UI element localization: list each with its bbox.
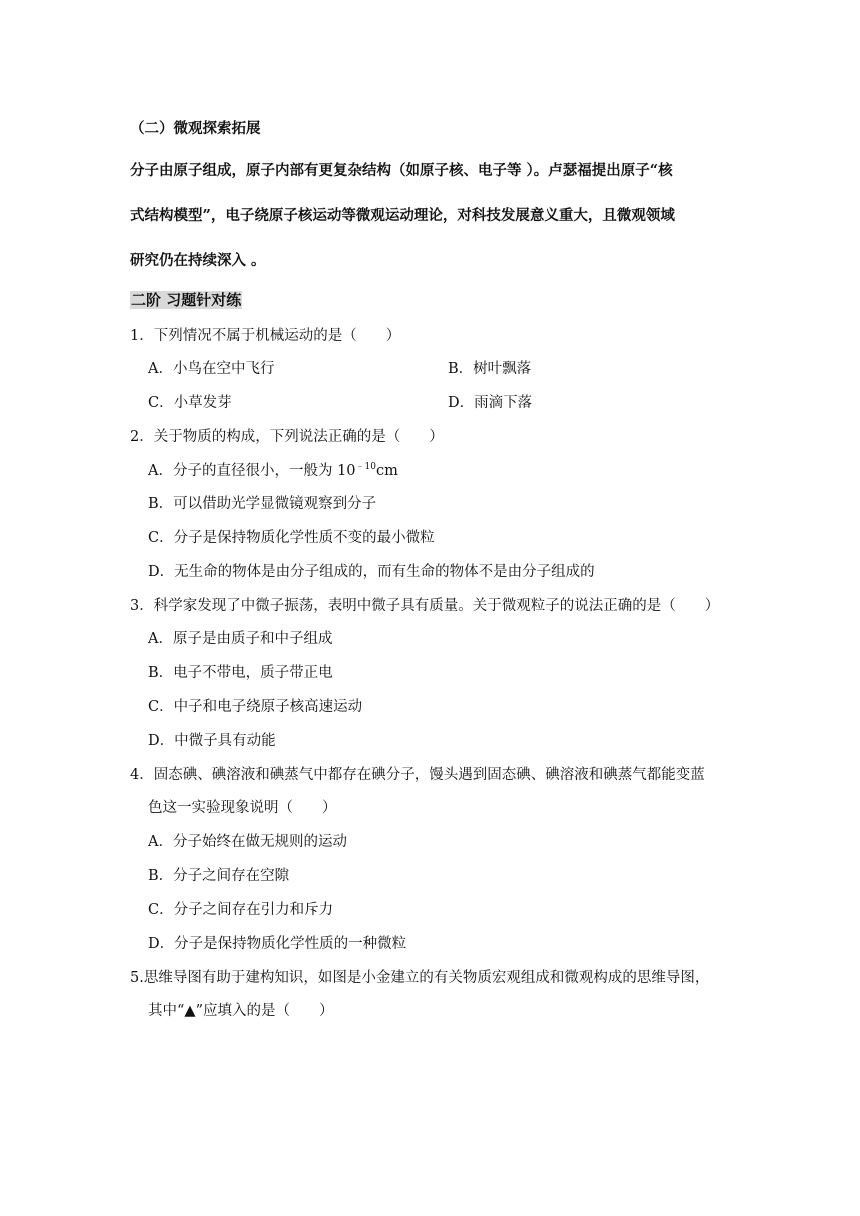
intro-line-1: 分子由原子组成，原子内部有更复杂结构（如原子核、电子等 ）。卢瑟福提出原子“核 xyxy=(130,162,673,179)
q2-option-d: D．无生命的物体是由分子组成的，而有生命的物体不是由分子组成的 xyxy=(148,564,595,580)
practice-heading-wrap xyxy=(130,290,242,311)
q5-stem-line-2: 其中“▲”应填入的是（ ） xyxy=(148,1003,334,1019)
section-title: （二）微观探索拓展 xyxy=(130,120,261,137)
intro-line-2: 式结构模型”，电子绕原子核运动等微观运动理论，对科技发展意义重大，且微观领域 xyxy=(130,207,675,224)
q3-option-a: A．原子是由质子和中子组成 xyxy=(148,631,333,647)
practice-heading: 二阶 习题针对练 xyxy=(131,291,242,309)
q2-option-a-unit: cm xyxy=(375,463,398,479)
q2-option-a xyxy=(148,461,398,481)
q1-stem: 1．下列情况不属于机械运动的是（ ） xyxy=(130,328,401,344)
q3-option-d: D．中微子具有动能 xyxy=(148,733,276,749)
q3-option-b: B．电子不带电，质子带正电 xyxy=(148,665,333,681)
q1-option-b: B．树叶飘落 xyxy=(448,361,532,377)
q2-option-a-exponent: ﹣10 xyxy=(355,462,376,472)
q1-option-d: D．雨滴下落 xyxy=(448,395,533,411)
intro-line-3: 研究仍在持续深入 。 xyxy=(130,252,266,269)
q3-option-c: C．中子和电子绕原子核高速运动 xyxy=(148,699,363,715)
q3-stem: 3．科学家发现了中微子振荡，表明中微子具有质量。关于微观粒子的说法正确的是（ ） xyxy=(130,598,720,614)
q4-option-b: B．分子之间存在空隙 xyxy=(148,868,290,884)
q2-stem: 2．关于物质的构成，下列说法正确的是（ ） xyxy=(130,429,444,445)
q4-stem-line-1: 4．固态碘、碘溶液和碘蒸气中都存在碘分子，馒头遇到固态碘、碘溶液和碘蒸气都能变蓝 xyxy=(130,767,705,783)
q4-option-d: D．分子是保持物质化学性质的一种微粒 xyxy=(148,936,407,952)
q5-stem-line-1: 5.思维导图有助于建构知识，如图是小金建立的有关物质宏观组成和微观构成的思维导图， xyxy=(130,970,710,986)
q4-option-a: A．分子始终在做无规则的运动 xyxy=(148,834,347,850)
q2-option-a-text: A．分子的直径很小，一般为 10 xyxy=(148,463,356,479)
q2-option-c: C．分子是保持物质化学性质不变的最小微粒 xyxy=(148,530,435,546)
q2-option-b: B．可以借助光学显微镜观察到分子 xyxy=(148,496,377,512)
q4-stem-line-2: 色这一实验现象说明（ ） xyxy=(148,800,337,816)
q1-option-a: A．小鸟在空中飞行 xyxy=(148,361,275,377)
q1-option-c: C．小草发芽 xyxy=(148,395,232,411)
q4-option-c: C．分子之间存在引力和斥力 xyxy=(148,902,334,918)
